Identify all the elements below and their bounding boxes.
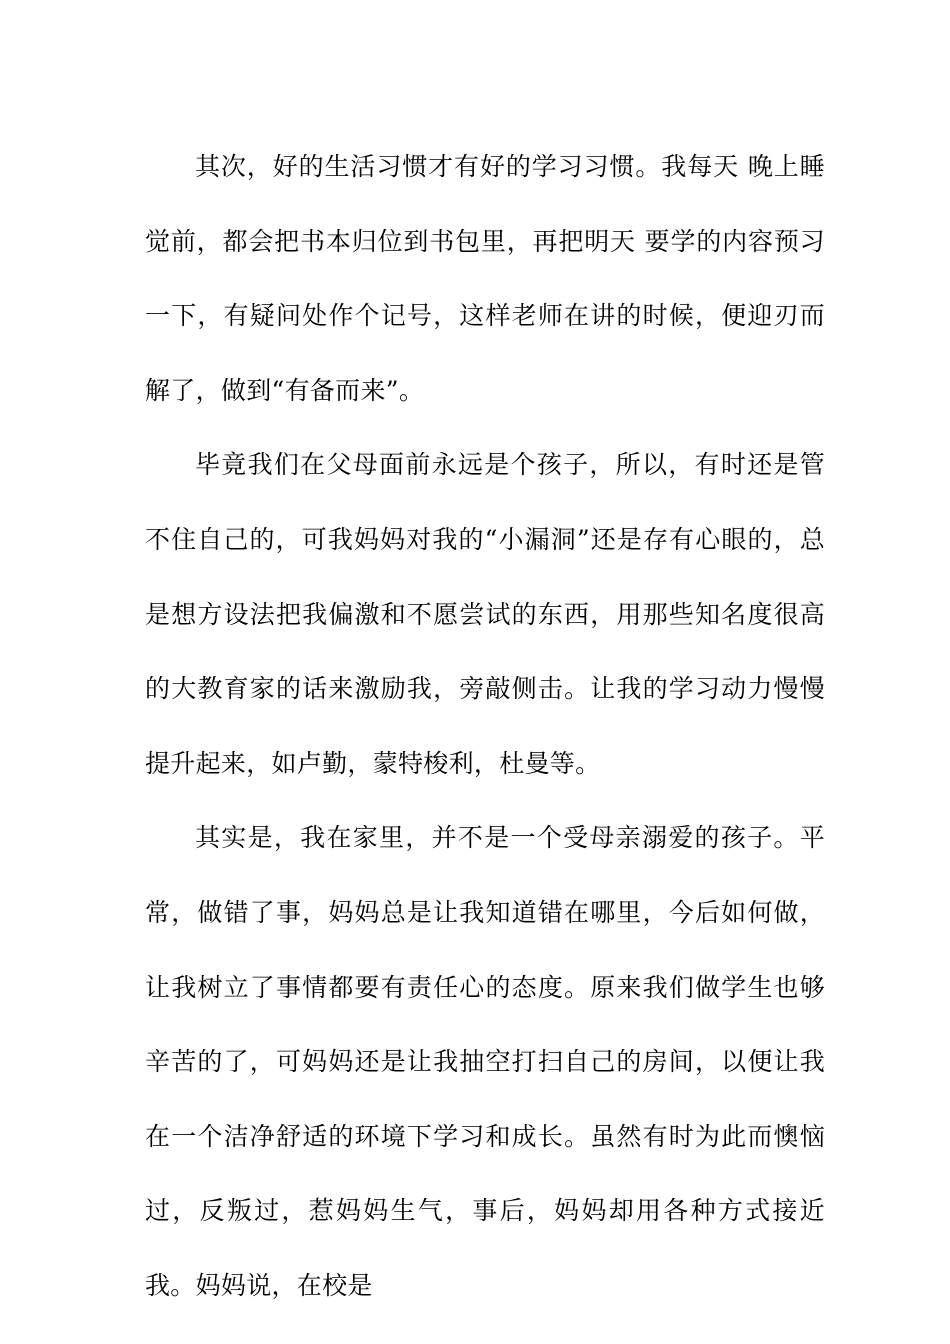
paragraph-responsibility: 其实是，我在家里，并不是一个受母亲溺爱的孩子。平常，做错了事，妈妈总是让我知道错在哪里，今后如何做，让我树立了事情都要有责任心的态度。原来我们做学生也够辛苦的了，可妈妈还是让我抽空打扫自己的房间，以便让我在一个洁净舒适的环境下学习和成长。虽然有时为此而懊恼过，反叛过，惹妈妈生气，事后，妈妈却用各种方式接近我。妈妈说，在校是 — [145, 823, 825, 1300]
body-text — [145, 130, 825, 1324]
paragraph-mother-encouragement: 毕竟我们在父母面前永远是个孩子，所以，有时还是管不住自己的，可我妈妈对我的“小漏洞”还是存有心眼的，总是想方设法把我偏激和不愿尝试的东西，用那些知名度很高的大教育家的话来激励我，旁敲侧击。让我的学习动力慢慢提升起来，如卢勤，蒙特梭利，杜曼等。 — [145, 450, 825, 778]
paragraph-habits: 其次，好的生活习惯才有好的学习习惯。我每天 晚上睡觉前，都会把书本归位到书包里，再把明天 要学的内容预习一下，有疑问处作个记号，这样老师在讲的时候，便迎刃而解了，做到“有备而来”。 — [145, 152, 825, 405]
